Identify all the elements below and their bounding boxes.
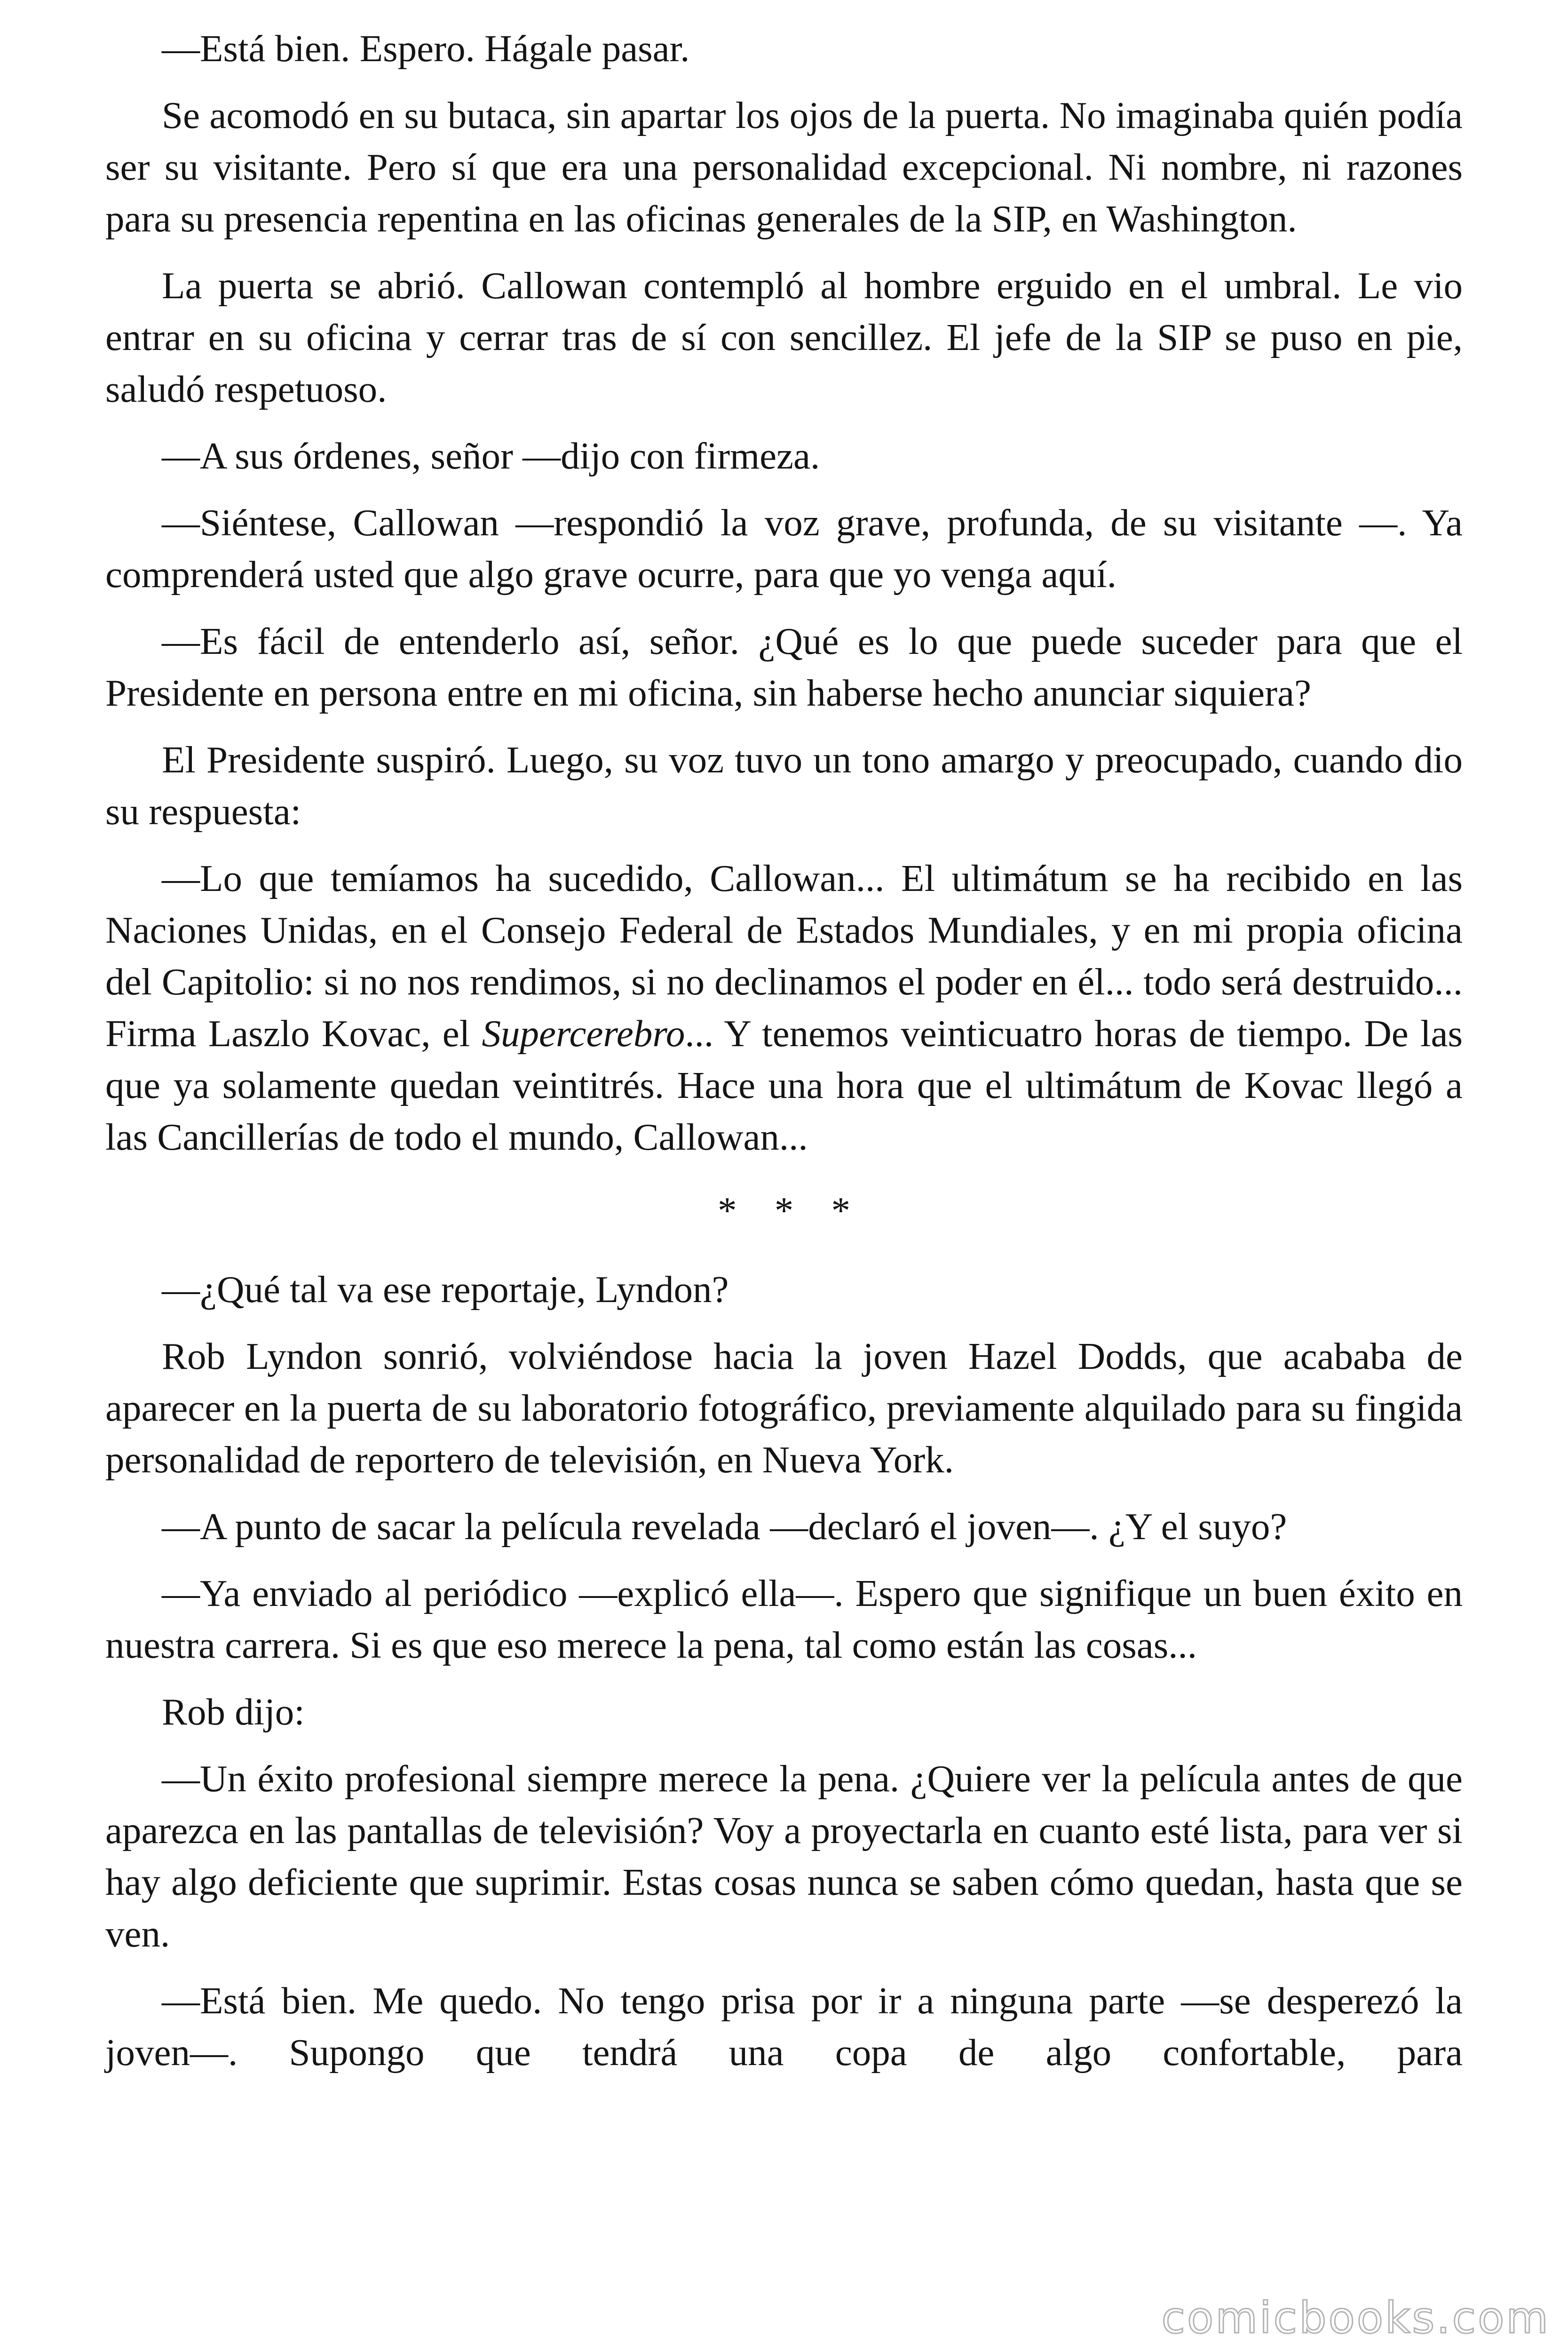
page-text (105, 23, 1463, 2093)
paragraph: Rob dijo: (162, 1691, 305, 1733)
emphasis-supercerebro: Supercerebro (482, 1012, 685, 1055)
paragraph: Se acomodó en su butaca, sin apartar los ojos de la puerta. No imaginaba quién podía ser su visitante. Pero sí que era una personalidad excepcional. Ni nombre, ni razones para su presencia repentina en las oficinas generales de la SIP, en Washington. (105, 94, 1463, 240)
paragraph: —Siéntese, Callowan —respondió la voz grave, profunda, de su visitante —. Ya comprenderá usted que algo grave ocurre, para que yo venga aquí. (105, 501, 1463, 596)
paragraph-ultimatum (105, 852, 1463, 1163)
paragraph: —¿Qué tal va ese reportaje, Lyndon? (162, 1268, 729, 1311)
paragraph: —A sus órdenes, señor —dijo con firmeza. (162, 435, 820, 477)
paragraph: Rob Lyndon sonrió, volviéndose hacia la joven Hazel Dodds, que acababa de aparecer en la puerta de su laboratorio fotográfico, previamente alquilado para su fingida personalidad de reportero de televisión, en Nueva York. (105, 1335, 1463, 1481)
paragraph: La puerta se abrió. Callowan contempló al hombre erguido en el umbral. Le vio entrar en su oficina y cerrar tras de sí con sencillez. El jefe de la SIP se puso en pie, saludó respetuoso. (105, 264, 1463, 410)
watermark: comicbooks.com (1161, 2293, 1550, 2343)
paragraph-text: ... Y tenemos veinticuatro horas de tiempo. De las que ya solamente quedan veintitrés. Hace una hora que el ultimátum de Kovac llegó a las Cancillerías de todo el mundo, Callowan... (105, 1012, 1463, 1158)
paragraph: —A punto de sacar la película revelada —declaró el joven—. ¿Y el suyo? (162, 1505, 1287, 1548)
paragraph: —Es fácil de entenderlo así, señor. ¿Qué es lo que puede suceder para que el Presidente en persona entre en mi oficina, sin haberse hecho anunciar siquiera? (105, 620, 1463, 714)
paragraph: —Ya enviado al periódico —explicó ella—. Espero que signifique un buen éxito en nuestra carrera. Si es que eso merece la pena, tal como están las cosas... (105, 1572, 1463, 1666)
paragraph: —Un éxito profesional siempre merece la pena. ¿Quiere ver la película antes de que aparezca en las pantallas de televisión? Voy a proyectarla en cuanto esté lista, para ver si hay algo deficiente que suprimir. Estas cosas nunca se saben cómo quedan, hasta que se ven. (105, 1757, 1463, 1955)
scene-separator: * * * (718, 1189, 850, 1232)
paragraph: —Está bien. Me quedo. No tengo prisa por ir a ninguna parte —se desperezó la joven—. Supongo que tendrá una copa de algo confortable, para (105, 1979, 1463, 2074)
paragraph-text: —Lo que temíamos ha sucedido, Callowan... El ultimátum se ha recibido en las Naciones Unidas, en el Consejo Federal de Estados Mundiales, y en mi propia oficina del Capitolio: si no nos rendimos, si no declinamos el poder en él... todo será destruido... Firma Laszlo Kovac, el (105, 857, 1463, 1055)
paragraph: —Está bien. Espero. Hágale pasar. (162, 27, 690, 70)
paragraph: El Presidente suspiró. Luego, su voz tuvo un tono amargo y preocupado, cuando dio su respuesta: (105, 739, 1463, 833)
